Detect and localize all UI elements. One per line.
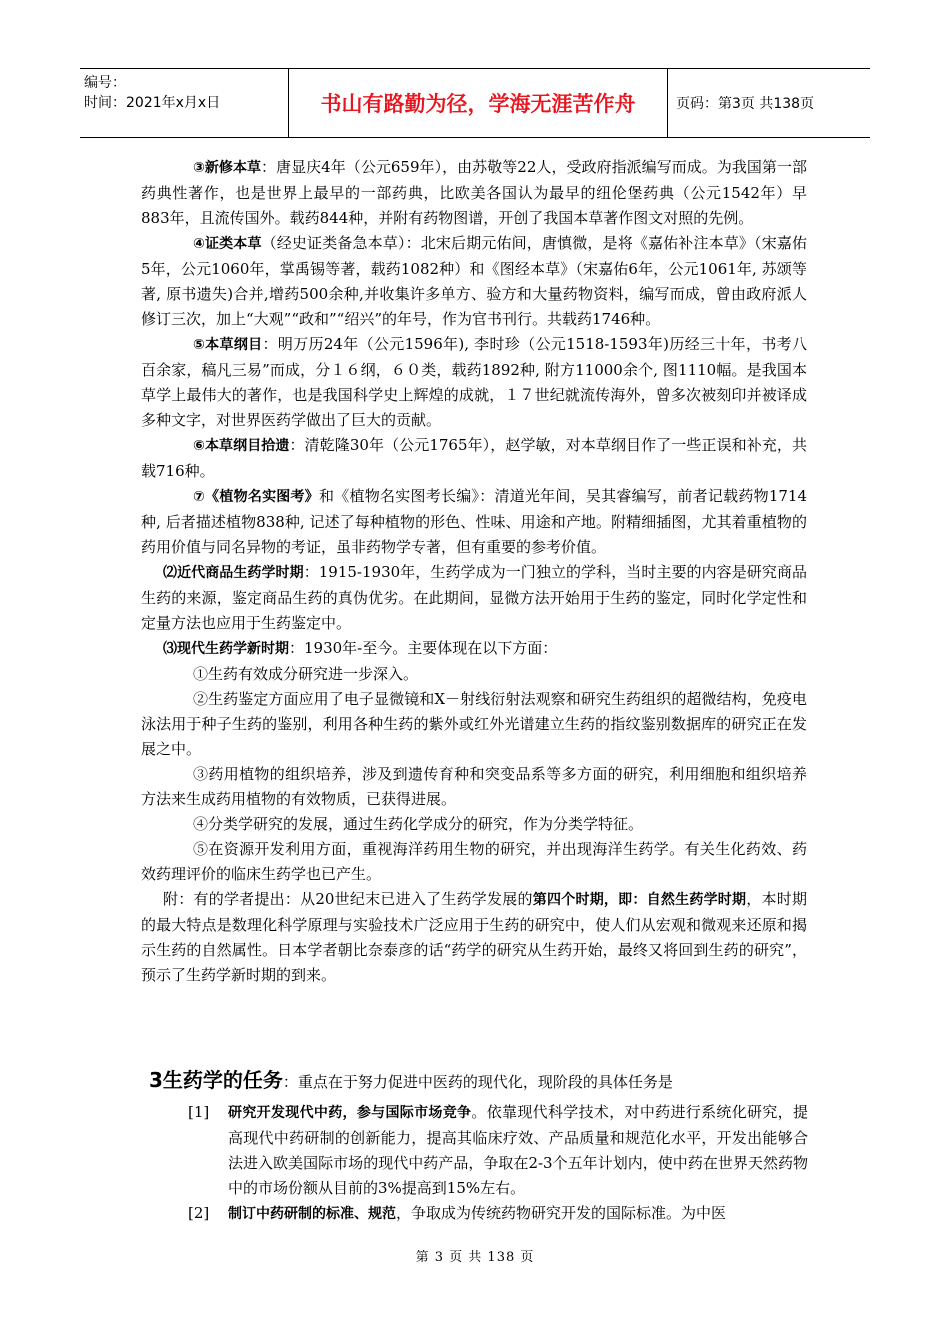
header-id-label: 编号： <box>84 75 126 91</box>
header-page-label: 页码：第3页 共138页 <box>676 96 815 112</box>
list-body: ，争取成为传统药物研究开发的国际标准。为中医 <box>396 1204 727 1222</box>
paragraph-text: ，本时期的最大特点是数理化科学原理与实验技术广泛应用于生药的研究中，使人们从宏观和微观来还原和揭示生药的自然属性。日本学者朝比奈泰彦的话“药学的研究从生药开始，最终又将回到生药的研究”，预示了生药学新时期的到来。 <box>141 890 808 984</box>
paragraph-shiyi <box>141 433 807 484</box>
paragraph-text: ：唐显庆4年（公元659年），由苏敬等22人，受政府指派编写而成。为我国第一部药典性著作，也是世界上最早的一部药典，比欧美各国认为最早的纽伦堡药典（公元1542年）早883年，且流传国外。载药844种，并附有药物图谱，开创了我国本草著作图文对照的先例。 <box>141 158 807 227</box>
list-text <box>228 1100 808 1201</box>
section-heading-3 <box>149 1066 673 1096</box>
paragraph-xinxiu <box>141 155 807 231</box>
paragraph-text: ：1915-1930年，生药学成为一门独立的学科，当时主要的内容是研究商品生药的来源，鉴定商品生药的真伪优劣。在此期间，显微方法开始用于生药的鉴定，同时化学定性和定量方法也应用于生药鉴定中。 <box>141 563 808 632</box>
section-title: 3生药学的任务 <box>149 1068 283 1092</box>
header-motto: 书山有路勤为径，学海无涯苦作舟 <box>289 69 668 137</box>
list-item-modern-2: ②生药鉴定方面应用了电子显微镜和X－射线衍射法观察和研究生药组织的超微结构，免疫电泳法用于种子生药的鉴别，利用各种生药的紫外或红外光谱建立生药的指纹鉴别数据库的研究正在发展之中。 <box>141 690 807 758</box>
paragraph-text: （经史证类备急本草）：北宋后期元佑间，唐慎微，是将《嘉佑补注本草》（宋嘉佑5年，公元1060年，掌禹锡等著，载药1082种）和《图经本草》（宋嘉佑6年，公元1061年, 苏颂等著, 原书遗失)合并,增药500余种,并收集许多单方、验方和大量药物资料，编写而成，曾由政府派人修订三次，加上“大观”“政和”“绍兴”的年号，作为官书刊行。共载药1746种。 <box>141 234 807 328</box>
header-table <box>80 68 870 138</box>
list-item-modern-3: ③药用植物的组织培养，涉及到遗传育种和突变品系等多方面的研究，利用细胞和组织培养方法来生成药用植物的有效物质，已获得进展。 <box>141 765 807 808</box>
header-time-label: 时间：2021年x月x日 <box>84 95 221 111</box>
list-item <box>188 1100 808 1201</box>
list-item-modern-4: ④分类学研究的发展，通过生药化学成分的研究，作为分类学特征。 <box>193 815 644 833</box>
list-bold: 制订中药研制的标准、规范 <box>228 1206 396 1222</box>
list-marker: [2] <box>188 1204 210 1222</box>
list-item-modern-5: ⑤在资源开发利用方面，重视海洋药用生物的研究，并出现海洋生药学。有关生化药效、药效药理评价的临床生药学也已产生。 <box>141 840 807 883</box>
paragraph-gangmu <box>141 332 807 433</box>
list-body: 。依靠现代科学技术，对中药进行系统化研究，提高现代中药研制的创新能力，提高其临床疗效、产品质量和规范化水平，开发出能够合法进入欧美国际市场的现代中药产品，争取在2-3个五年计划内，使中药在世界天然药物中的市场份额从目前的3%提高到15%左右。 <box>228 1103 809 1197</box>
paragraph-bold: ③新修本草 <box>193 160 262 176</box>
paragraph-bold: ⑶现代生药学新时期 <box>163 641 289 657</box>
paragraph-period2 <box>141 560 807 636</box>
paragraph-zhiwu <box>141 484 807 560</box>
list-bold: 研究开发现代中药，参与国际市场竞争 <box>228 1105 472 1121</box>
paragraph-period3 <box>141 636 807 662</box>
paragraph-zhenglei <box>141 231 807 332</box>
list-text <box>228 1201 808 1227</box>
paragraph-text: ：1930年-至今。主要体现在以下方面： <box>289 639 558 657</box>
header-info <box>80 69 289 137</box>
list-marker: [1] <box>188 1103 210 1121</box>
paragraph-bold: 第四个时期，即：自然生药学时期 <box>532 892 747 908</box>
section-intro: ：重点在于努力促进中医药的现代化，现阶段的具体任务是 <box>282 1073 673 1091</box>
paragraph-bold: ⑦《植物名实图考》 <box>193 489 320 505</box>
document-body <box>141 155 807 988</box>
paragraph-text: 和《植物名实图考长编》：清道光年间，吴其睿编写，前者记载药物1714种, 后者描述植物838种, 记述了每种植物的形色、性味、用途和产地。附精细插图，尤其着重植物的药用价值与同名异物的考证，虽非药物学专著，但有重要的参考价值。 <box>141 487 807 556</box>
paragraph-bold: ④证类本草 <box>193 236 262 252</box>
page-footer: 第 3 页 共 138 页 <box>415 1250 535 1265</box>
paragraph-bold: ⑵近代商品生药学时期 <box>163 565 304 581</box>
list-item-modern-1: ①生药有效成分研究进一步深入。 <box>193 665 419 683</box>
task-list <box>188 1100 808 1227</box>
paragraph-text: ：明万历24年（公元1596年), 李时珍（公元1518-1593年)历经三十年，书考八百余家，稿凡三易”而成，分１６纲，６０类，载药1892种, 附方11000余个, 图1110幅。是我国本草学上最伟大的著作，也是我国科学史上辉煌的成就，１７世纪就流传海外，曾多次被刻印并被译成多种文字，对世界医药学做出了巨大的贡献。 <box>141 335 808 429</box>
list-item <box>188 1201 808 1227</box>
paragraph-text: ：清乾隆30年（公元1765年），赵学敏，对本草纲目作了一些正误和补充，共载716种。 <box>141 436 808 480</box>
paragraph-bold: ⑥本草纲目拾遗 <box>193 438 290 454</box>
paragraph-appendix <box>141 887 807 988</box>
paragraph-text: 附：有的学者提出：从20世纪末已进入了生药学发展的 <box>163 890 533 908</box>
paragraph-bold: ⑤本草纲目 <box>193 337 263 353</box>
